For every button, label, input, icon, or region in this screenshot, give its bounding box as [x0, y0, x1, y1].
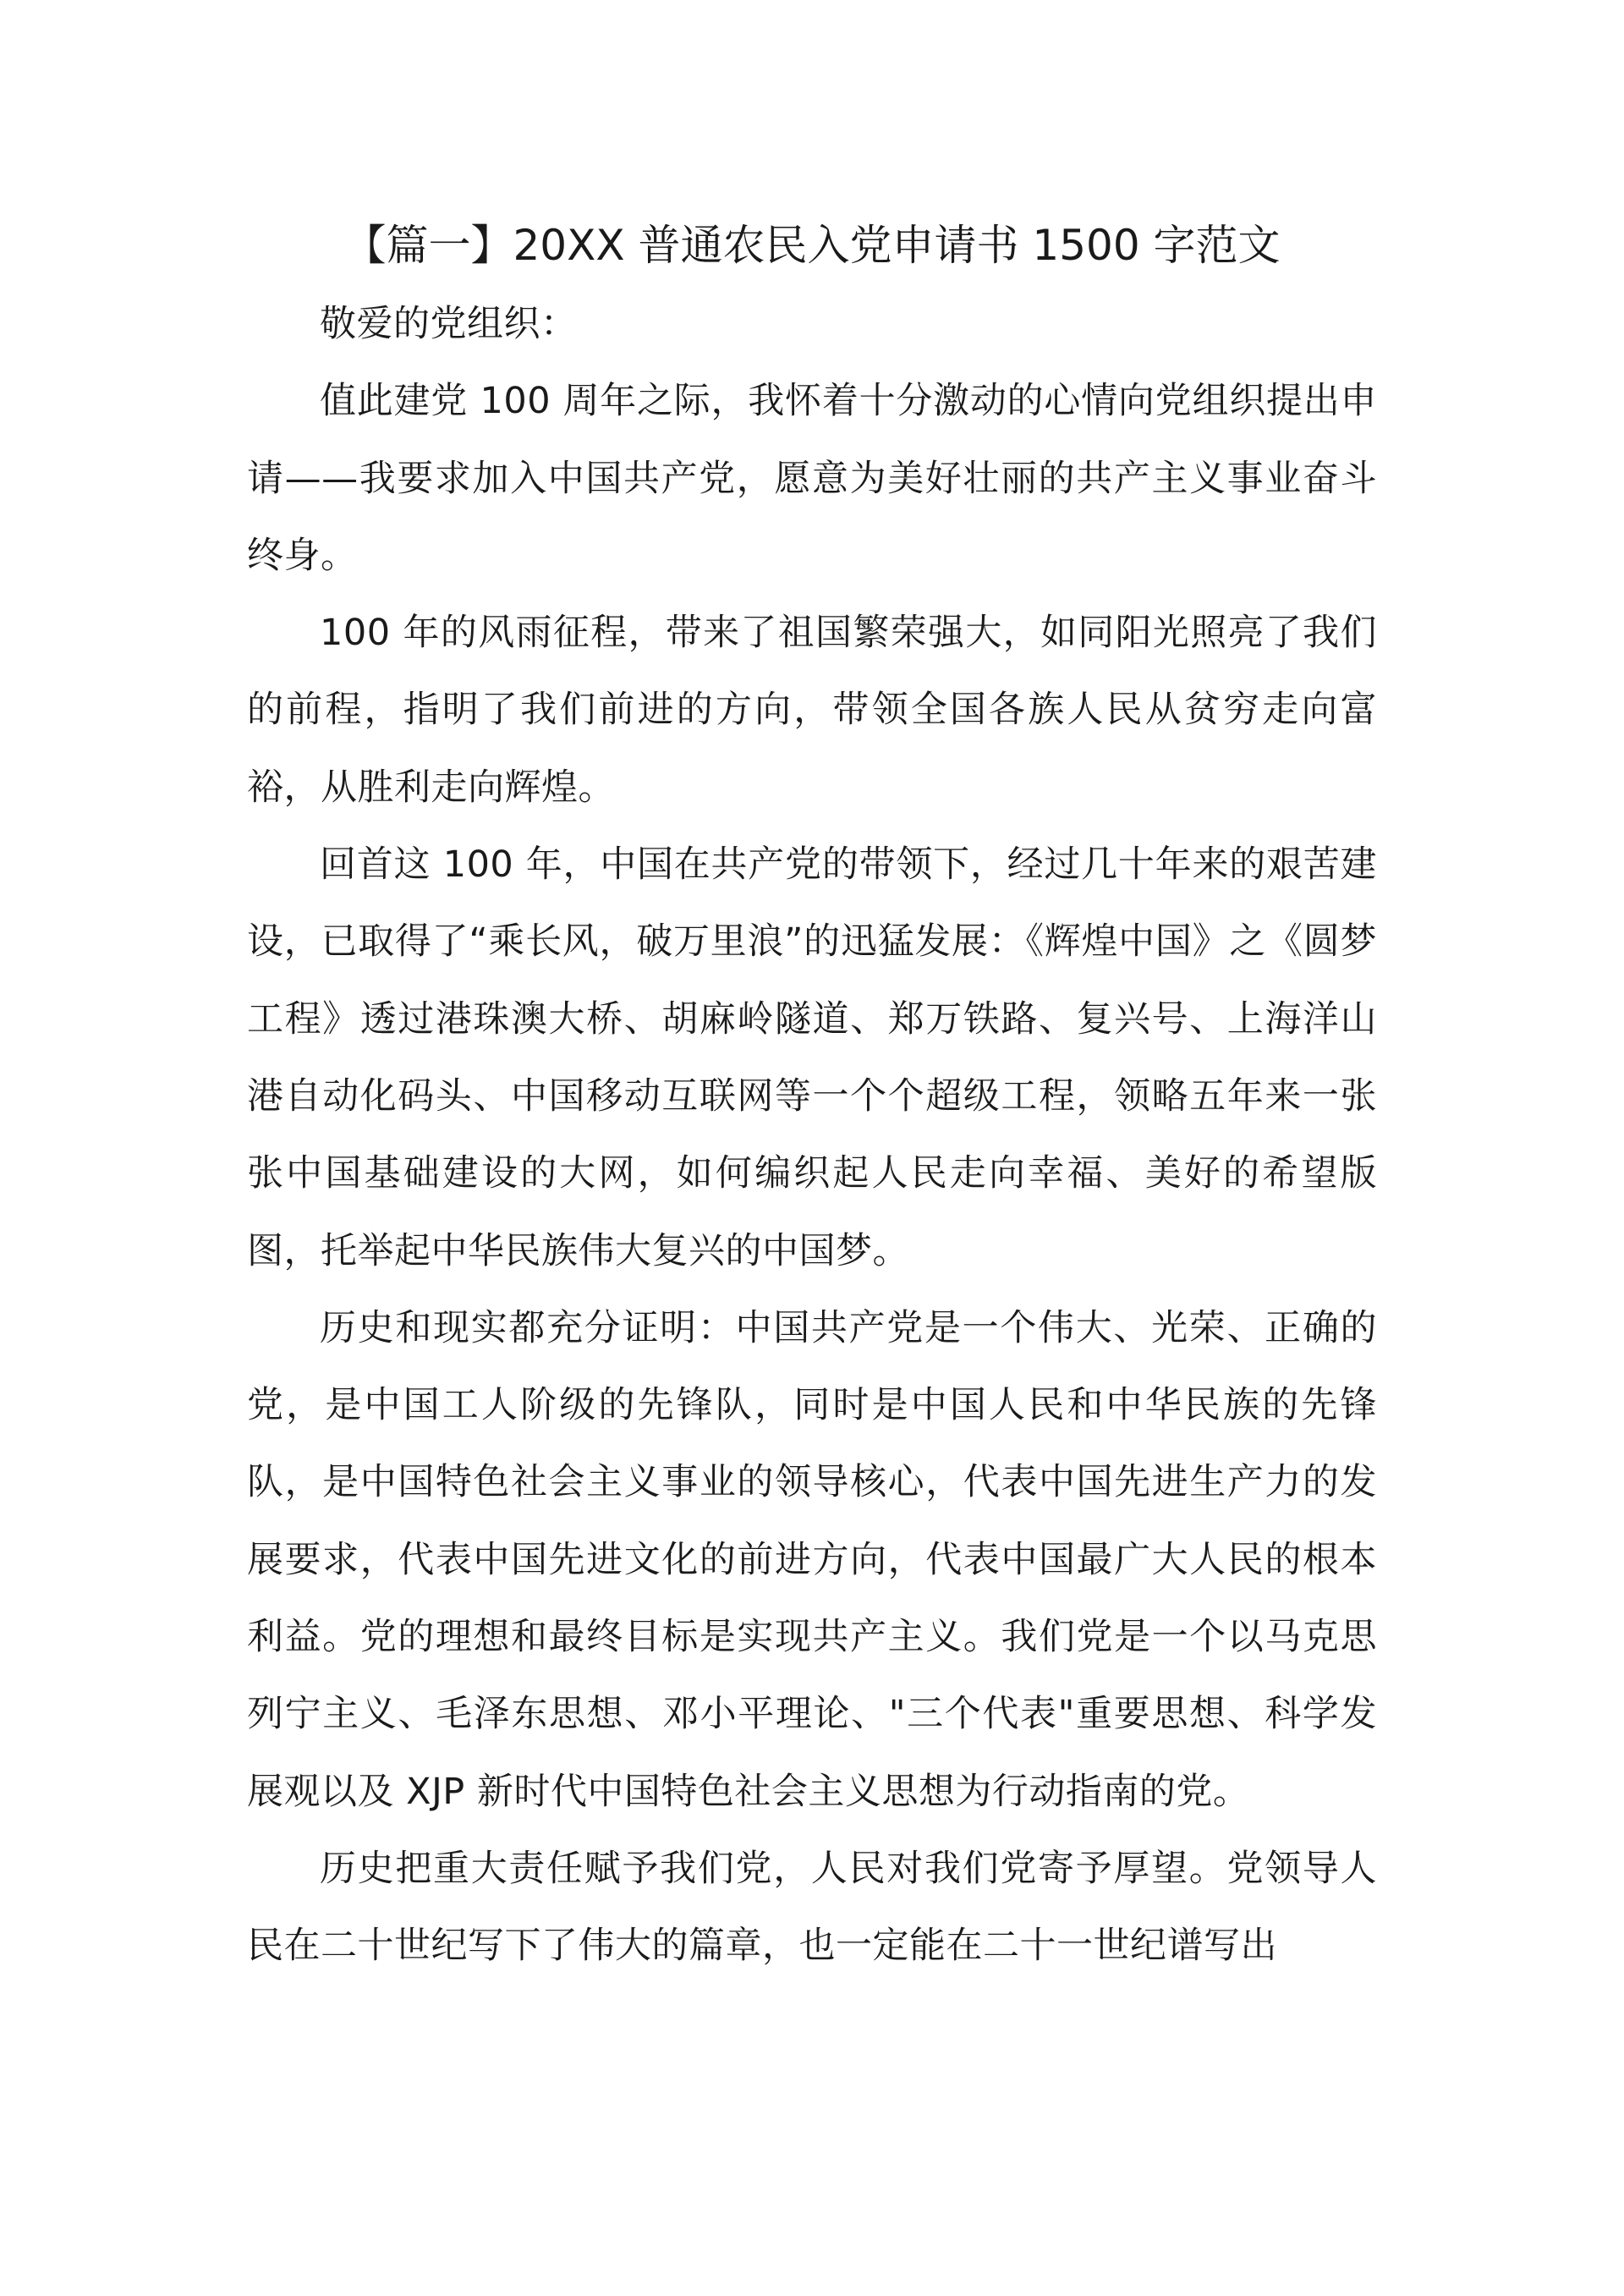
paragraph-5: 历史把重大责任赋予我们党，人民对我们党寄予厚望。党领导人民在二十世纪写下了伟大的篇章，也一定能在二十一世纪谱写出	[247, 1847, 1377, 1968]
document-body	[247, 286, 1377, 1986]
paragraph-2: 100 年的风雨征程，带来了祖国繁荣强大，如同阳光照亮了我们的前程，指明了我们前进的方向，带领全国各族人民从贫穷走向富裕，从胜利走向辉煌。	[247, 612, 1377, 809]
paragraph-3: 回首这 100 年，中国在共产党的带领下，经过几十年来的艰苦建设，已取得了“乘长风，破万里浪”的迅猛发展：《辉煌中国》之《圆梦工程》透过港珠澳大桥、胡麻岭隧道、郑万铁路、复兴号、上海洋山港自动化码头、中国移动互联网等一个个超级工程，领略五年来一张张中国基础建设的大网，如何编织起人民走向幸福、美好的希望版图，托举起中华民族伟大复兴的中国梦。	[247, 843, 1377, 1272]
paragraph-4: 历史和现实都充分证明：中国共产党是一个伟大、光荣、正确的党，是中国工人阶级的先锋队，同时是中国人民和中华民族的先锋队，是中国特色社会主义事业的领导核心，代表中国先进生产力的发展要求，代表中国先进文化的前进方向，代表中国最广大人民的根本利益。党的理想和最终目标是实现共产主义。我们党是一个以马克思列宁主义、毛泽东思想、邓小平理论、"三个代表"重要思想、科学发展观以及 XJP 新时代中国特色社会主义思想为行动指南的党。	[247, 1306, 1377, 1813]
paragraph-1: 值此建党 100 周年之际，我怀着十分激动的心情向党组织提出申请——我要求加入中国共产党，愿意为美好壮丽的共产主义事业奋斗终身。	[247, 380, 1377, 577]
salutation: 敬爱的党组织：	[320, 303, 578, 345]
document-title: 【篇一】20XX 普通农民入党申请书 1500 字范文	[343, 221, 1281, 270]
